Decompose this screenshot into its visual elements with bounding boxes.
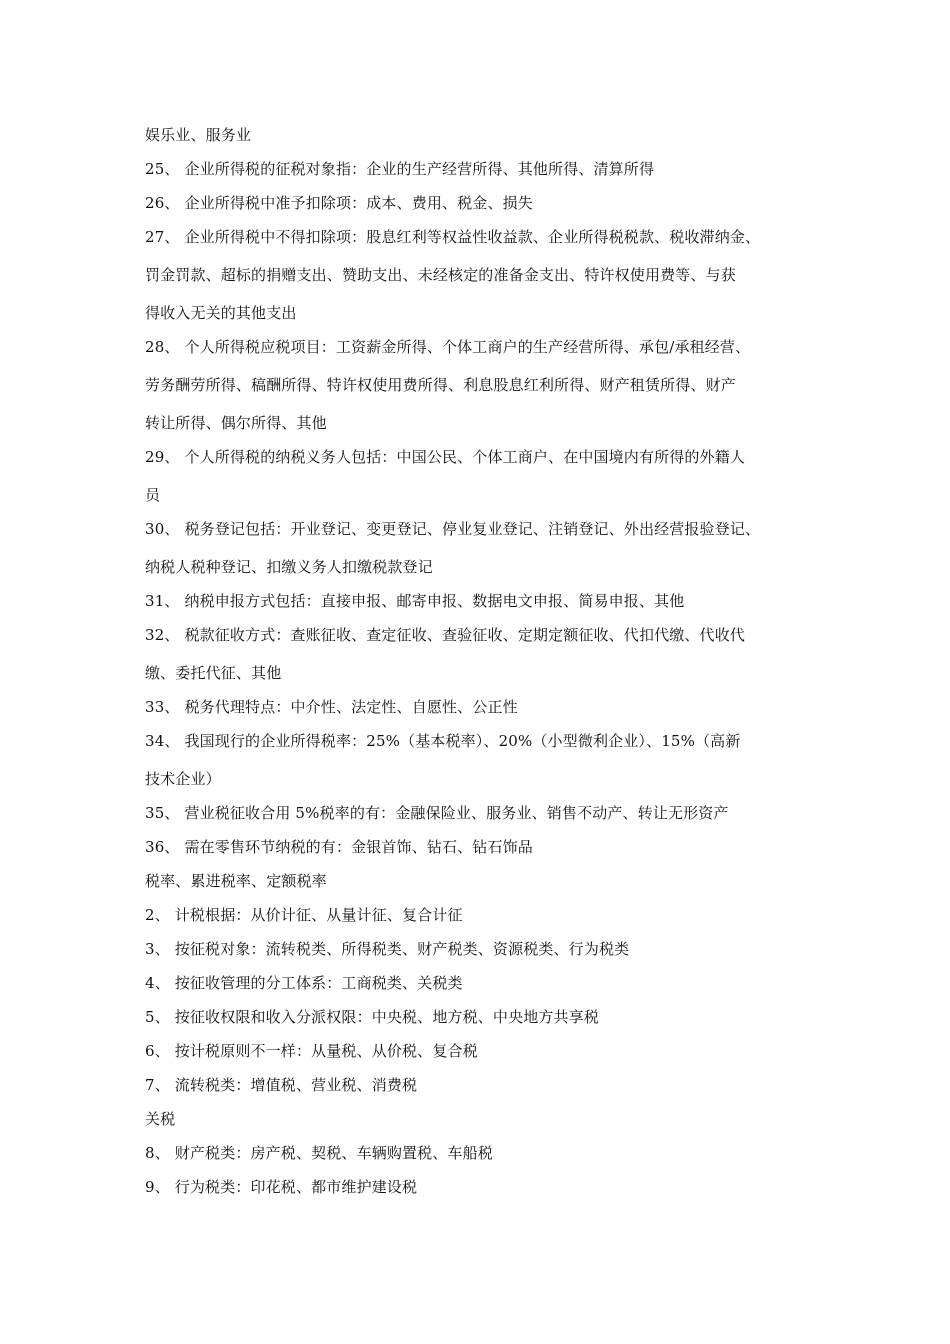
text-line: 8、 财产税类：房产税、契税、车辆购置税、车船税	[145, 1144, 493, 1162]
text-line: 税率、累进税率、定额税率	[145, 872, 327, 890]
text-line: 技术企业）	[145, 770, 221, 788]
text-line: 罚金罚款、超标的捐赠支出、赞助支出、未经核定的准备金支出、特许权使用费等、与获	[145, 266, 736, 284]
text-line: 转让所得、偶尔所得、其他	[145, 414, 327, 432]
text-line: 35、 营业税征收合用 5%税率的有：金融保险业、服务业、销售不动产、转让无形资产	[145, 804, 729, 822]
text-line: 28、 个人所得税应税项目：工资薪金所得、个体工商户的生产经营所得、承包/承租经营、	[145, 338, 751, 356]
text-line: 5、 按征收权限和收入分派权限：中央税、地方税、中央地方共享税	[145, 1008, 599, 1026]
text-line: 36、 需在零售环节纳税的有：金银首饰、钻石、钻石饰品	[145, 838, 533, 856]
text-line: 劳务酬劳所得、稿酬所得、特许权使用费所得、利息股息红利所得、财产租赁所得、财产	[145, 376, 736, 394]
text-line: 31、 纳税申报方式包括：直接申报、邮寄申报、数据电文申报、简易申报、其他	[145, 592, 685, 610]
text-line: 34、 我国现行的企业所得税率：25%（基本税率）、20%（小型微利企业）、15%（高新	[145, 732, 741, 750]
text-line: 6、 按计税原则不一样：从量税、从价税、复合税	[145, 1042, 478, 1060]
text-line: 关税	[145, 1110, 176, 1128]
text-line: 2、 计税根据：从价计征、从量计征、复合计征	[145, 906, 463, 924]
text-line: 得收入无关的其他支出	[145, 304, 297, 322]
text-line: 7、 流转税类：增值税、营业税、消费税	[145, 1076, 418, 1094]
text-line: 纳税人税种登记、扣缴义务人扣缴税款登记	[145, 558, 433, 576]
text-line: 26、 企业所得税中准予扣除项：成本、费用、税金、损失	[145, 194, 533, 212]
text-line: 32、 税款征收方式：查账征收、查定征收、查验征收、定期定额征收、代扣代缴、代收代	[145, 626, 746, 644]
text-line: 33、 税务代理特点：中介性、法定性、自愿性、公正性	[145, 698, 518, 716]
text-line: 4、 按征收管理的分工体系：工商税类、关税类	[145, 974, 463, 992]
text-line: 30、 税务登记包括：开业登记、变更登记、停业复业登记、注销登记、外出经营报验登记、	[145, 520, 761, 538]
text-line: 9、 行为税类：印花税、都市维护建设税	[145, 1178, 418, 1196]
text-line: 3、 按征税对象：流转税类、所得税类、财产税类、资源税类、行为税类	[145, 940, 630, 958]
text-line: 娱乐业、服务业	[145, 126, 252, 144]
text-line: 员	[145, 486, 161, 504]
text-line: 缴、委托代征、其他	[145, 664, 282, 682]
text-line: 29、 个人所得税的纳税义务人包括：中国公民、个体工商户、在中国境内有所得的外籍人	[145, 448, 746, 466]
text-line: 27、 企业所得税中不得扣除项：股息红利等权益性收益款、企业所得税税款、税收滞纳金、	[145, 228, 761, 246]
text-line: 25、 企业所得税的征税对象指：企业的生产经营所得、其他所得、清算所得	[145, 160, 655, 178]
